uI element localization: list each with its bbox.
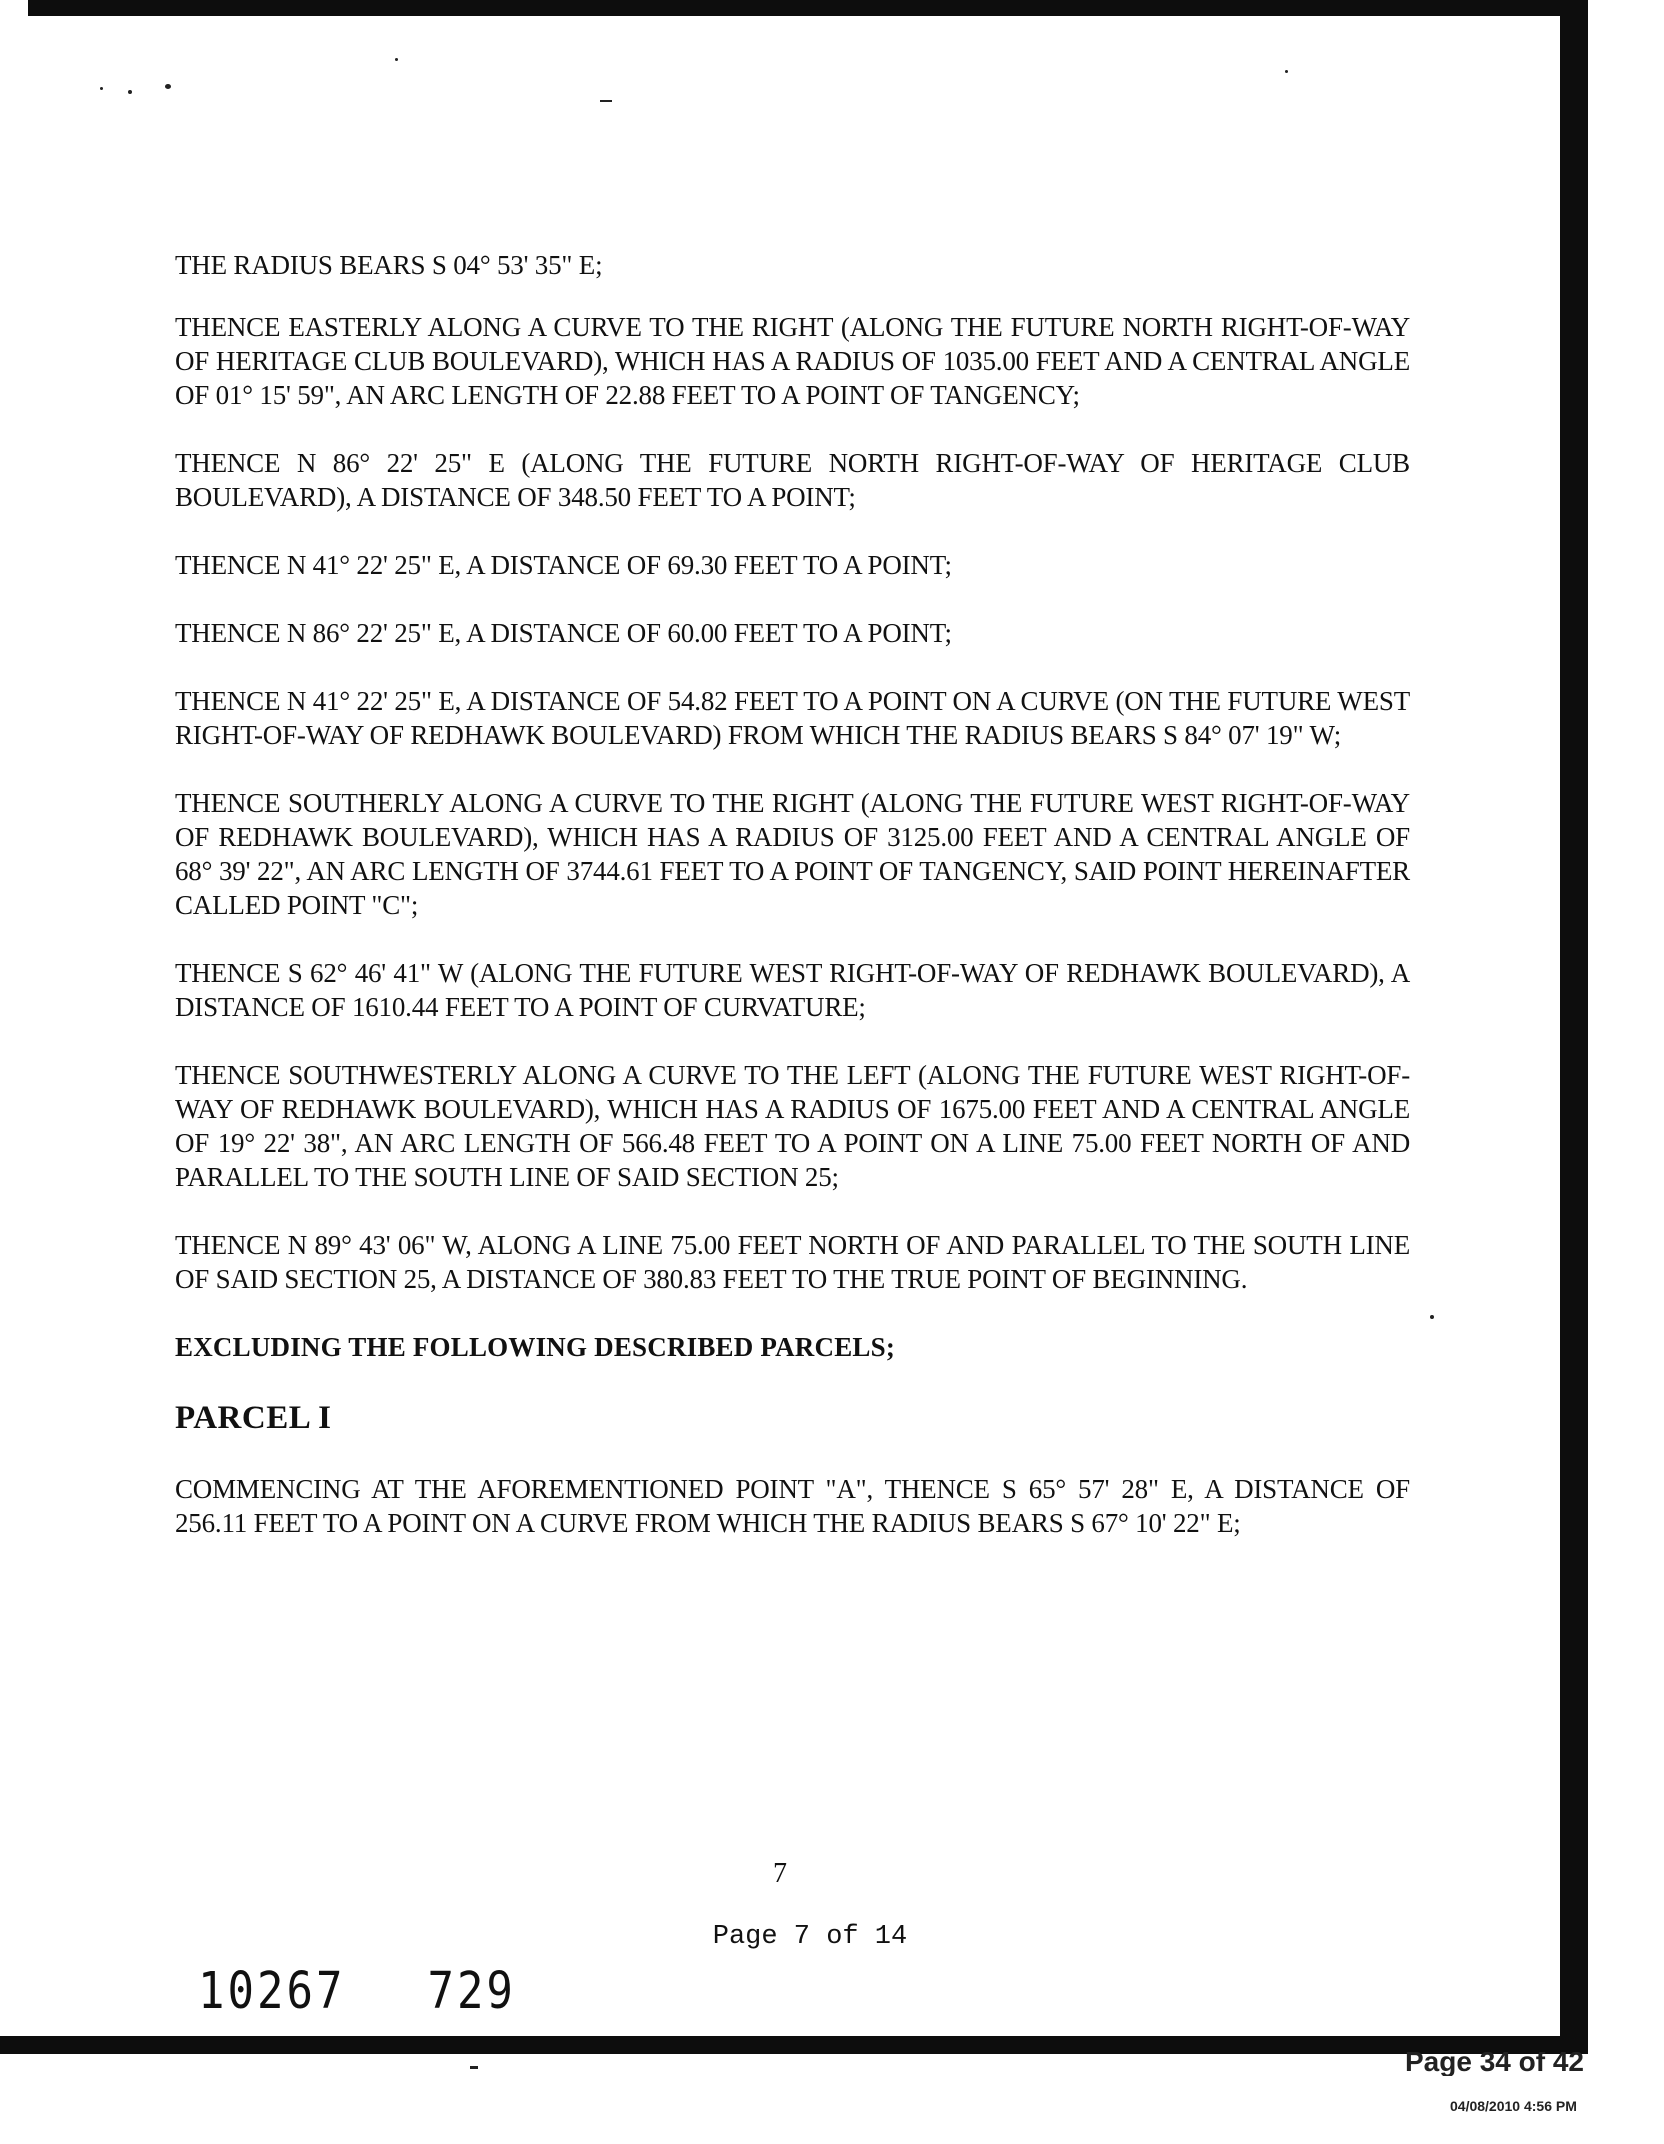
page-of-total: Page 7 of 14 (712, 1922, 908, 1952)
scan-border-top (28, 0, 1588, 16)
scan-speck (100, 87, 103, 90)
paragraph-s62-1610: THENCE S 62° 46' 41" W (ALONG THE FUTURE WEST RIGHT-OF-WAY OF REDHAWK BOULEVARD), A DISTANCE OF 1610.44 FEET TO A POINT OF CURVATURE; (175, 958, 1410, 1022)
parcel-heading: PARCEL I (175, 1400, 332, 1436)
paragraph-n86-60: THENCE N 86° 22' 25" E, A DISTANCE OF 60.00 FEET TO A POINT; (175, 618, 952, 648)
scan-speck (1285, 70, 1288, 73)
paragraph-southerly-curve: THENCE SOUTHERLY ALONG A CURVE TO THE RIGHT (ALONG THE FUTURE WEST RIGHT-OF-WAY OF REDHAWK BOULEVARD), WHICH HAS A RADIUS OF 3125.00 FEET AND A CENTRAL ANGLE OF 68° 39' 22", AN ARC LENGTH OF 3744.61 FEET TO A POINT OF TANGENCY, SAID POINT HEREINAFTER CALLED POINT "C"; (175, 788, 1410, 920)
book-number: 10267 (198, 1962, 346, 2021)
paragraph-n86-348: THENCE N 86° 22' 25" E (ALONG THE FUTURE NORTH RIGHT-OF-WAY OF HERITAGE CLUB BOULEVARD), A DISTANCE OF 348.50 FEET TO A POINT; (175, 448, 1410, 512)
print-datetime-stamp: 04/08/2010 4:56 PM (1450, 2098, 1577, 2114)
page-number: 7 (773, 1858, 787, 1889)
scan-speck (128, 90, 132, 94)
scan-speck (1430, 1315, 1434, 1319)
scan-border-bottom (0, 2036, 1588, 2054)
legal-description-body (175, 248, 1410, 1574)
paragraph-n41-54: THENCE N 41° 22' 25" E, A DISTANCE OF 54.82 FEET TO A POINT ON A CURVE (ON THE FUTURE WEST RIGHT-OF-WAY OF REDHAWK BOULEVARD) FROM WHICH THE RADIUS BEARS S 84° 07' 19" W; (175, 686, 1410, 750)
book-page-stamp (198, 1962, 516, 2021)
scan-speck (600, 100, 612, 102)
excluding-heading: EXCLUDING THE FOLLOWING DESCRIBED PARCELS; (175, 1332, 896, 1362)
paragraph-southwesterly-curve: THENCE SOUTHWESTERLY ALONG A CURVE TO THE LEFT (ALONG THE FUTURE WEST RIGHT-OF-WAY OF REDHAWK BOULEVARD), WHICH HAS A RADIUS OF 1675.00 FEET AND A CENTRAL ANGLE OF 19° 22' 38", AN ARC LENGTH OF 566.48 FEET TO A POINT ON A LINE 75.00 FEET NORTH OF AND PARALLEL TO THE SOUTH LINE OF SAID SECTION 25; (175, 1060, 1410, 1192)
paragraph-parcel-commencing: COMMENCING AT THE AFOREMENTIONED POINT "A", THENCE S 65° 57' 28" E, A DISTANCE OF 256.11 FEET TO A POINT ON A CURVE FROM WHICH THE RADIUS BEARS S 67° 10' 22" E; (175, 1474, 1410, 1538)
scan-border-right (1560, 0, 1588, 2050)
book-page-number: 729 (427, 1962, 516, 2021)
scan-speck (165, 84, 171, 89)
scan-speck (470, 2066, 478, 2069)
paragraph-n41-69: THENCE N 41° 22' 25" E, A DISTANCE OF 69.30 FEET TO A POINT; (175, 550, 952, 580)
paragraph-radius-bears: THE RADIUS BEARS S 04° 53' 35" E; (175, 250, 603, 280)
print-page-stamp: Page 34 of 42 (1405, 2052, 1584, 2076)
scan-speck (395, 58, 398, 61)
paragraph-easterly-curve: THENCE EASTERLY ALONG A CURVE TO THE RIGHT (ALONG THE FUTURE NORTH RIGHT-OF-WAY OF HERITAGE CLUB BOULEVARD), WHICH HAS A RADIUS OF 1035.00 FEET AND A CENTRAL ANGLE OF 01° 15' 59", AN ARC LENGTH OF 22.88 FEET TO A POINT OF TANGENCY; (175, 312, 1410, 410)
paragraph-true-point-of-beginning: THENCE N 89° 43' 06" W, ALONG A LINE 75.00 FEET NORTH OF AND PARALLEL TO THE SOUTH LINE OF SAID SECTION 25, A DISTANCE OF 380.83 FEET TO THE TRUE POINT OF BEGINNING. (175, 1230, 1410, 1294)
page-left-margin (0, 0, 30, 2054)
